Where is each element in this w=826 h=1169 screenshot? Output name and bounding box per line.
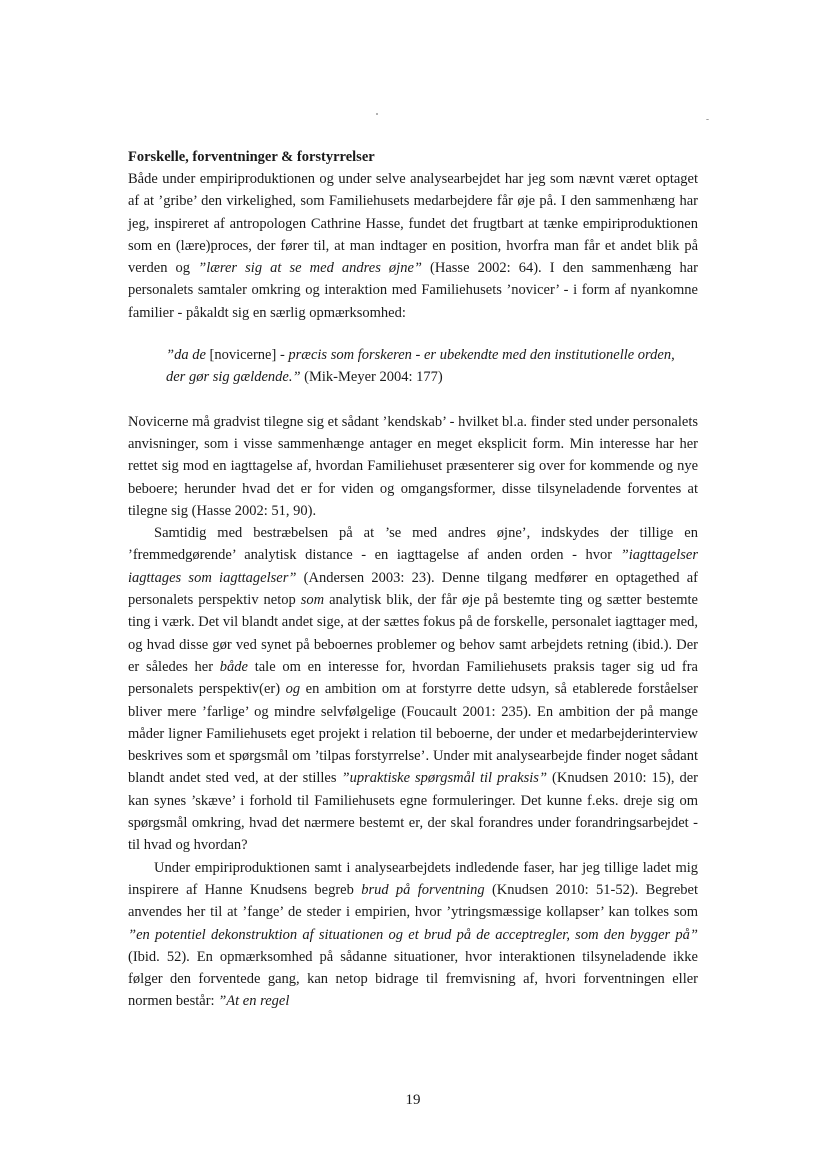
text-run: Novicerne må gradvist tilegne sig et sådant ’kendskab’ - hvilket bl.a. finder sted under personalets anvisninger, som i visse sammenhænge antager en meget eksplicit form. Min interesse har her rettet sig mod en iagttagelse af, hvordan Familiehuset præsenterer sig over for kommende og nye beboere; herunder hvad det er for viden og omgangsformer, disse tilsyneladende forventes at tilegne sig (Hasse 2002: 51, 90).: [128, 413, 698, 519]
text-run: en ambition om at forstyrre dette udsyn, så etablerede forståelser bliver mere ’farlige’ og mindre selvfølgelige (Foucault 2001: 235). En ambition der på mange måder ligner Familiehusets eget projekt i relation til beboerne, der under et medarbejderinterview beskrives som et spørgsmål om ’tilpas forstyrrelse’. Under mit analysearbejde finder noget sådant blandt andet sted ved, at der stilles: [128, 681, 698, 787]
italic-text-run: ”lærer sig at se med andres øjne”: [198, 260, 422, 277]
text-run: tale om en interesse for, hvordan Familiehusets praksis tager sig ud fra personalets perspektiv(er): [128, 658, 698, 698]
scan-speck: [706, 119, 709, 120]
page-number: 19: [405, 1092, 421, 1108]
text-run: Både under empiriproduktionen og under selve analysearbejdet har jeg som nævnt været optaget af at ’gribe’ den virkelighed, som Familiehusets medarbejdere får øje på. I den sammenhæng har jeg, inspireret af antropologen Cathrine Hasse, fundet det frugtbart at tænke empiriproduktionen som en (lære)proces, der fører til, at man indtager en position, hvorfra man får et andet blik på verden og: [128, 171, 698, 277]
italic-text-run: og: [285, 681, 301, 698]
italic-text-run: ”da de: [166, 347, 210, 364]
text-run: (Ibid. 52). En opmærksomhed på sådanne situationer, hvor interaktionen tilsyneladende ikke følger den forventede gang, kan netop bidrage til fremvisning af, hvori forventningen eller normen består:: [128, 948, 698, 1010]
text-run: Samtidig med bestræbelsen på at ’se med andres øjne’, indskydes der tillige en ’fremmedgørende’ analytisk distance - en iagttagelse af anden orden - hvor: [128, 525, 698, 564]
block-quote: [166, 344, 686, 389]
italic-text-run: ”en potentiel dekonstruktion af situationen og et brud på de acceptregler, som den bygger på”: [128, 926, 698, 943]
text-run: Under empiriproduktionen samt i analysearbejdets indledende faser, har jeg tillige ladet mig inspirere af Hanne Knudsens begreb: [128, 859, 698, 898]
italic-text-run: ”At en regel: [218, 993, 290, 1010]
italic-text-run: brud på forventning: [361, 881, 485, 898]
scan-speck: [376, 113, 378, 115]
text-run: (Mik-Meyer 2004: 177): [300, 369, 443, 386]
italic-text-run: som: [300, 592, 325, 609]
italic-text-run: både: [219, 658, 248, 675]
paragraph-3: [128, 522, 698, 856]
italic-text-run: ”upraktiske spørgsmål til praksis”: [341, 770, 548, 787]
text-run: (Knudsen 2010: 51-52). Begrebet anvendes her til at ’fange’ de steder i empirien, hvor ’ytringsmæssige kollapser’ kan tolkes som: [128, 881, 698, 921]
text-run: [novicerne]: [209, 347, 277, 364]
text-run: analytisk blik, der får øje på bestemte ting og sætter bestemte ting i værk. Det vil blandt andet sige, at der sættes fokus på de forskelle, personalet iagttager med, og hvad disse gør ved synet på beboernes problemer og behov samt arbejdets retning (ibid.). Der er således her: [128, 592, 698, 675]
text-run: (Knudsen 2010: 15), der kan synes ’skæve’ i forhold til Familiehusets egne formuleringer. Det kunne f.eks. dreje sig om spørgsmål omkring, hvad det nærmere bestemt er, der skal forandres under forandringsarbejdet - til hvad og hvordan?: [128, 770, 698, 854]
italic-text-run: - præcis som forskeren - er ubekendte med den institutionelle orden, der gør sig gældende.”: [166, 347, 675, 386]
italic-text-run: ”iagttagelser iagttages som iagttagelser”: [128, 547, 698, 586]
text-run: (Hasse 2002: 64). I den sammenhæng har personalets samtaler omkring og interaktion med Familiehusets ’novicer’ - i form af nyankomne familier - påkaldt sig en særlig opmærksomhed:: [128, 260, 698, 321]
section-heading: Forskelle, forventninger & forstyrrelser: [128, 149, 375, 165]
paragraph-1: [128, 168, 698, 324]
page-content: [128, 146, 698, 1013]
text-run: (Andersen 2003: 23). Denne tilgang medfører en optagethed af personalets perspektiv netop: [128, 569, 698, 609]
paragraph-2: [128, 411, 698, 522]
paragraph-4: [128, 857, 698, 1013]
